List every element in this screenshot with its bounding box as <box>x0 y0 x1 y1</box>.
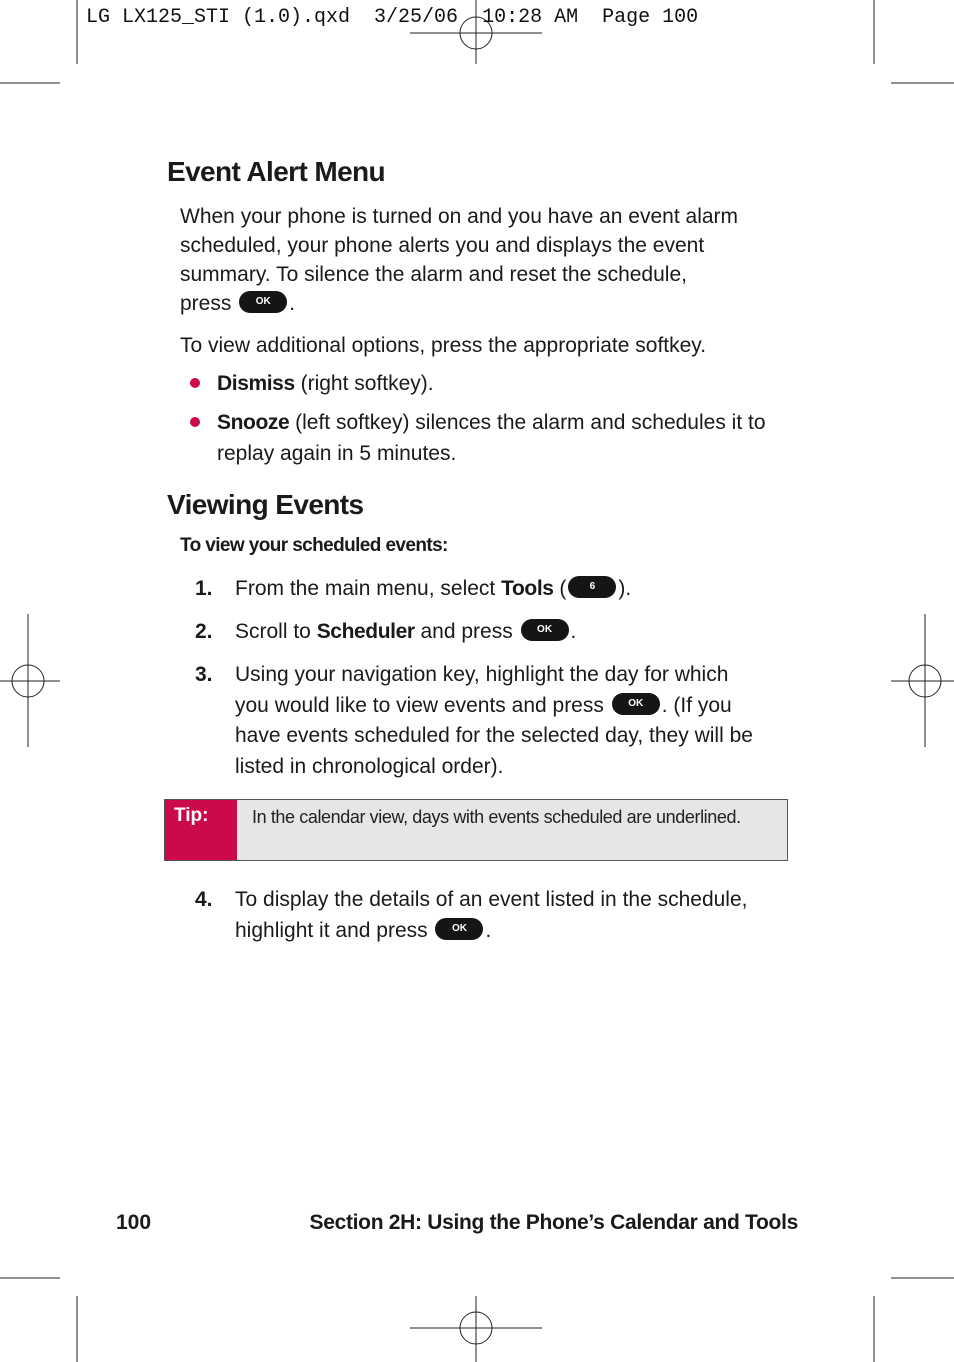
step-3 <box>195 660 795 782</box>
step-text: From the main menu, select <box>235 577 502 600</box>
step-2 <box>195 617 795 648</box>
tip-label: Tip: <box>165 800 237 860</box>
press-label: press <box>180 292 232 315</box>
procedure-subhead: To view your scheduled events: <box>180 535 448 556</box>
bullet-snooze <box>217 407 807 469</box>
intro-line-3: summary. To silence the alarm and reset the schedule, <box>180 263 687 286</box>
bullet-dismiss <box>217 368 807 399</box>
step-text: ). <box>618 577 632 600</box>
tip-text: In the calendar view, days with events scheduled are underlined. <box>252 807 741 827</box>
step-number: 2. <box>195 620 213 643</box>
step-text: you would like to view events and press <box>235 693 610 717</box>
ok-key-icon: OK <box>521 619 569 641</box>
step-number: 1. <box>195 577 213 600</box>
step-number: 3. <box>195 663 213 686</box>
step-text: highlight it and press <box>235 918 434 942</box>
snooze-text: (left softkey) silences the alarm and schedules it to replay again in 5 minutes. <box>217 411 766 465</box>
intro-line-2: scheduled, your phone alerts you and displays the event <box>180 234 705 257</box>
ok-key-icon: OK <box>435 918 483 940</box>
step-1 <box>195 574 795 605</box>
scheduler-term: Scheduler <box>316 620 415 643</box>
footer-section-title: Section 2H: Using the Phone’s Calendar and Tools <box>309 1211 798 1234</box>
step-line <box>235 691 795 722</box>
step-text: To display the details of an event listed in the schedule, <box>235 888 748 911</box>
event-alert-intro <box>180 202 800 318</box>
step-line <box>235 916 795 947</box>
ok-key-icon: OK <box>612 693 660 715</box>
step-text: Scroll to <box>235 620 317 643</box>
ok-key-icon: OK <box>239 291 287 313</box>
bullet-icon <box>190 417 200 427</box>
intro-line-1: When your phone is turned on and you have an event alarm <box>180 205 739 228</box>
period: . <box>289 292 296 315</box>
step-text: . <box>485 918 492 942</box>
snooze-term: Snooze <box>217 411 290 434</box>
dismiss-term: Dismiss <box>217 372 295 395</box>
step-number: 4. <box>195 888 213 911</box>
step-text: ( <box>553 577 567 600</box>
key-6-icon: 6 <box>568 576 616 598</box>
options-text: To view additional options, press the appropriate softkey. <box>180 334 707 357</box>
dismiss-text: (right softkey). <box>294 372 434 395</box>
tools-term: Tools <box>501 577 554 600</box>
section-title-viewing-events: Viewing Events <box>167 489 364 520</box>
step-4 <box>195 885 795 946</box>
step-text: . <box>570 620 577 643</box>
step-text: Using your navigation key, highlight the day for which <box>235 663 729 686</box>
bullet-icon <box>190 378 200 388</box>
page-number: 100 <box>116 1211 152 1234</box>
step-text: . (If you <box>661 693 732 717</box>
print-slug-header: LG LX125_STI (1.0).qxd 3/25/06 10:28 AM Page 100 <box>86 6 699 29</box>
intro-line-4 <box>180 289 800 318</box>
section-title-event-alert: Event Alert Menu <box>167 156 386 187</box>
step-text: have events scheduled for the selected day, they will be listed in chronological order). <box>235 724 753 778</box>
tip-box <box>164 799 788 861</box>
step-text: and press <box>414 620 519 643</box>
